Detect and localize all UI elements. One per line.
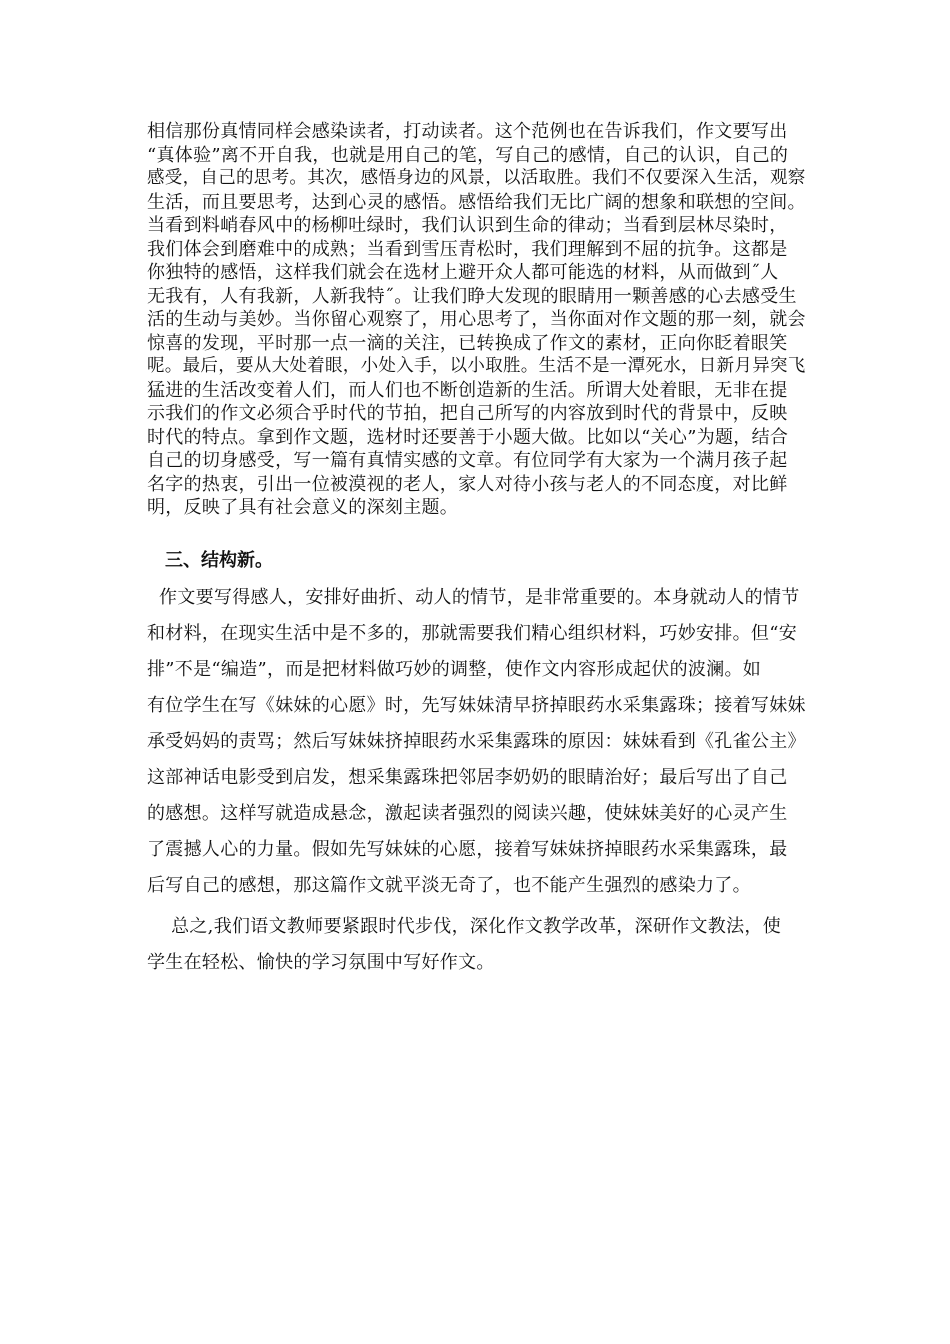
text-line: 相信那份真情同样会感染读者，打动读者。这个范例也在告诉我们，作文要写出: [147, 121, 788, 142]
text-line: 了震撼人心的力量。假如先写妹妹的心愿，接着写妹妹挤掉眼药水采集露珠，最: [147, 839, 788, 860]
text-line: 明，反映了具有社会意义的深刻主题。: [147, 497, 459, 518]
text-line: 生活，而且要思考，达到心灵的感悟。感悟给我们无比广阔的想象和联想的空间。: [147, 191, 806, 213]
text-line: 排”不是“编造”，而是把材料做巧妙的调整，使作文内容形成起伏的波澜。如: [147, 659, 762, 680]
text-line: 当看到料峭春风中的杨柳吐绿时，我们认识到生命的律动；当看到层林尽染时，: [147, 215, 788, 236]
text-line: 无我有，人有我新，人新我特˝。让我们睁大发现的眼睛用一颗善感的心去感受生: [147, 285, 797, 307]
text-line: 和材料，在现实生活中是不多的，那就需要我们精心组织材料，巧妙安排。但“安: [147, 623, 797, 644]
paragraph-1: [147, 120, 812, 520]
text-line: 感受，自己的思考。其次，感悟身边的风景，以活取胜。我们不仅要深入生活，观察: [147, 168, 806, 188]
text-line: 我们体会到磨难中的成熟；当看到雪压青松时，我们理解到不屈的抗争。这都是: [147, 238, 788, 260]
text-line: 学生在轻松、愉快的学习氛围中写好作文。: [147, 952, 495, 973]
text-line: 时代的特点。拿到作文题，选材时还要善于小题大做。比如以“关心”为题，结合: [147, 426, 789, 448]
text-line: 有位学生在写《妹妹的心愿》时，先写妹妹清早挤掉眼药水采集露珠；接着写妹妹: [147, 695, 806, 716]
paragraph-2: [147, 580, 812, 904]
text-line: 你独特的感悟，这样我们就会在选材上避开众人都可能选的材料，从而做到˝人: [147, 262, 779, 283]
text-line: 活的生动与美妙。当你留心观察了，用心思考了，当你面对作文题的那一刻，就会: [147, 309, 806, 330]
text-line: 猛进的生活改变着人们，而人们也不断创造新的生活。所谓大处着眼，无非在提: [147, 379, 788, 401]
text-line: “真体验”离不开自我，也就是用自己的笔，写自己的感情，自己的认识，自己的: [147, 144, 789, 166]
text-line: 承受妈妈的责骂；然后写妹妹挤掉眼药水采集露珠的原因：妹妹看到《孔雀公主》: [147, 731, 806, 752]
text-line: 自己的切身感受，写一篇有真情实感的文章。有位同学有大家为一个满月孩子起: [147, 450, 788, 471]
text-line: 作文要写得感人，安排好曲折、动人的情节，是非常重要的。本身就动人的情节: [147, 587, 800, 608]
text-line: 惊喜的发现，平时那一点一滴的关注，已转换成了作文的素材，正向你眨着眼笑: [147, 332, 788, 354]
text-line: 名字的热衷，引出一位被漠视的老人，家人对待小孩与老人的不同态度，对比鲜: [147, 473, 788, 495]
paragraph-3: [147, 909, 812, 981]
text-line: 这部神话电影受到启发，想采集露珠把邻居李奶奶的眼睛治好；最后写出了自己: [147, 767, 788, 788]
text-line: 示我们的作文必须合乎时代的节拍，把自己所写的内容放到时代的背景中，反映: [147, 403, 788, 424]
text-line: 后写自己的感想，那这篇作文就平淡无奇了，也不能产生强烈的感染力了。: [147, 875, 751, 896]
section-heading: 三、结构新。: [165, 550, 273, 571]
text-line: 的感想。这样写就造成悬念，激起读者强烈的阅读兴趣，使妹妹美好的心灵产生: [147, 803, 788, 824]
text-line: 呢。最后，要从大处着眼，小处入手，以小取胜。生活不是一潭死水，日新月异突飞: [147, 356, 806, 376]
text-line: 总之,我们语文教师要紧跟时代步伐，深化作文教学改革，深研作文教法，使: [147, 916, 782, 937]
